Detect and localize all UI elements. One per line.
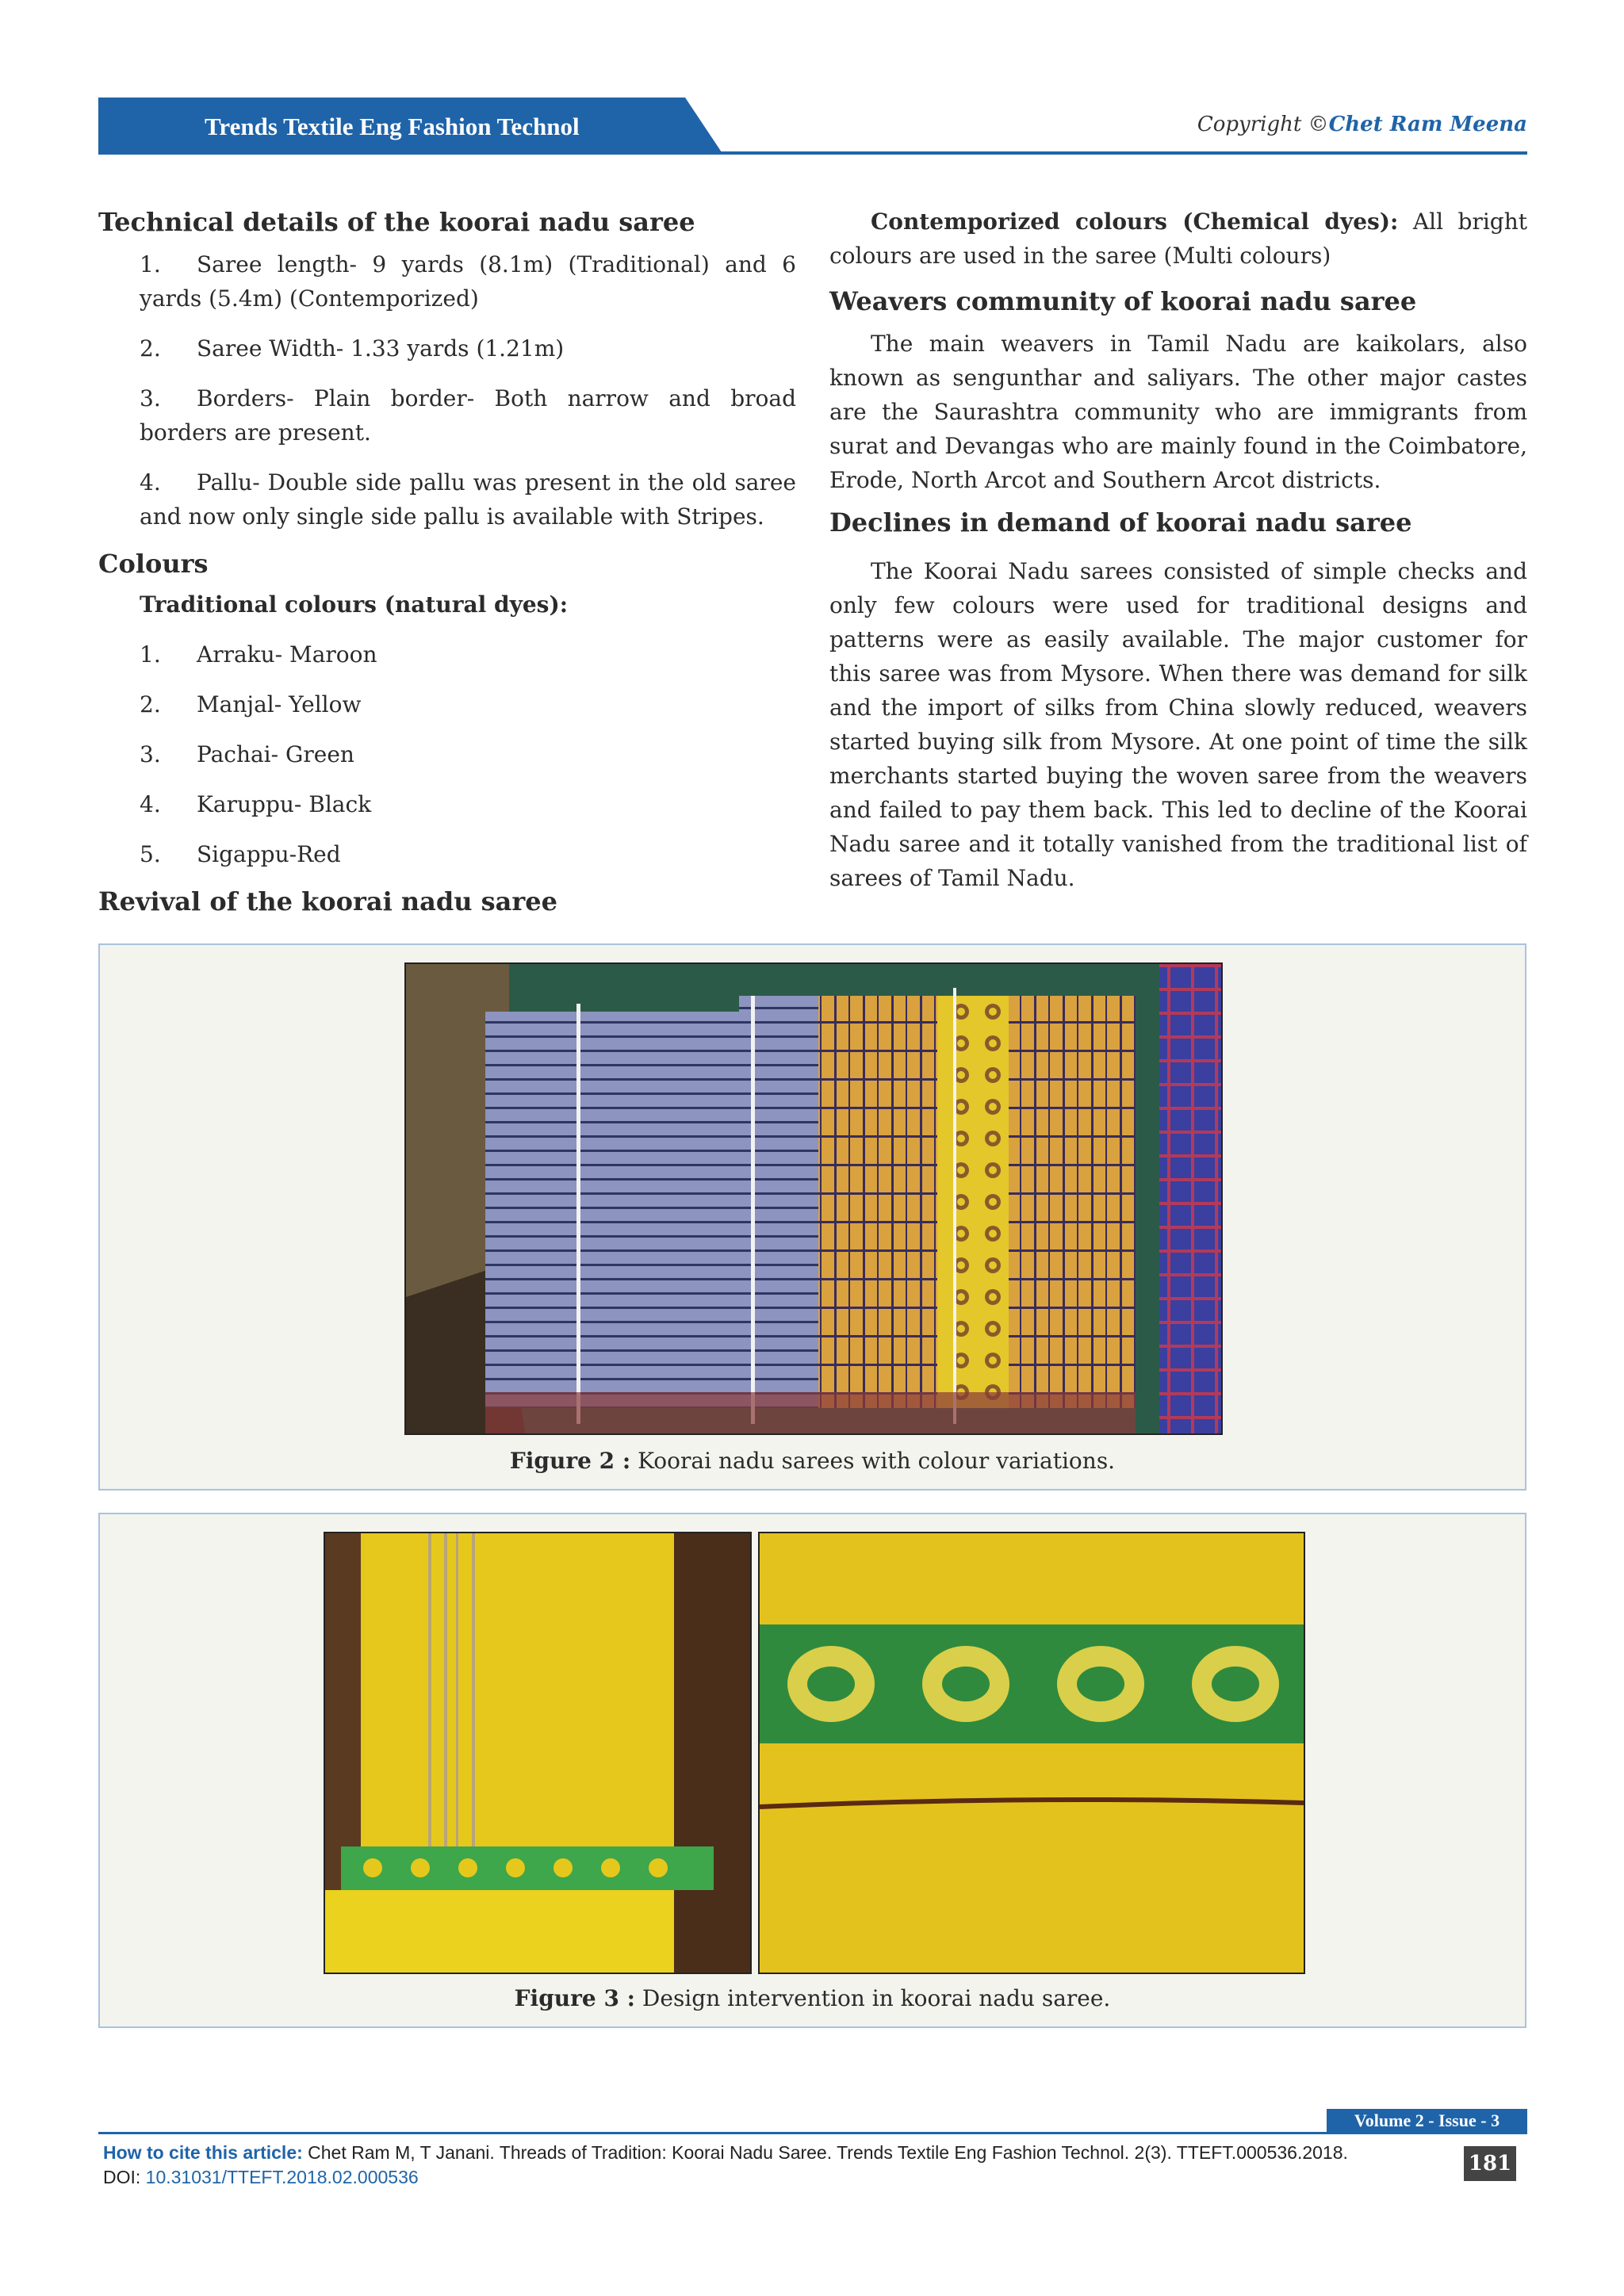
saree-stack-image (406, 964, 1221, 1433)
figure-3-photo-left (324, 1532, 752, 1974)
figure-2 (98, 943, 1526, 1490)
declines-paragraph: The Koorai Nadu sarees consisted of simple checks and only few colours were used for traditional designs and patterns were as easily available. The major customer for this saree was from Mysore. When there was demand for silk and the import of silks from China slowly reduced, weavers started buying silk from Mysore. At one point of time the silk merchants started buying the woven saree from the weavers and failed to pay them back. This led to decline of the Koorai Nadu saree and it totally vanished from the traditional list of sarees of Tamil Nadu. (829, 558, 1527, 891)
citation-text: Chet Ram M, T Janani. Threads of Tradition: Koorai Nadu Saree. Trends Textile Eng Fashion Technol. 2(3). TTEFT.000536.2018. (308, 2142, 1348, 2163)
traditional-colours-label: Traditional colours (natural dyes): (140, 591, 569, 618)
colours-heading: Colours (98, 549, 209, 579)
journal-title: Trends Textile Eng Fashion Technol (205, 113, 580, 140)
revival-heading: Revival of the koorai nadu saree (98, 886, 557, 916)
declines-heading: Declines in demand of koorai nadu saree (829, 507, 1412, 538)
figure-2-caption (100, 1448, 1525, 1474)
tech-heading: Technical details of the koorai nadu saree (98, 207, 695, 237)
colour-item-text: Arraku- Maroon (197, 641, 377, 668)
colour-item-2 (98, 687, 796, 721)
colour-item-4 (98, 787, 796, 821)
citation (103, 2141, 1451, 2190)
colour-item-text: Karuppu- Black (197, 791, 372, 817)
volume-badge: Volume 2 - Issue - 3 (1327, 2109, 1527, 2133)
citation-label: How to cite this article: (103, 2142, 303, 2163)
saree-pallu-image (325, 1533, 750, 1973)
tech-item-1 (98, 247, 796, 316)
colour-item-num: 3. (140, 741, 161, 767)
tech-item-text: Saree length- 9 yards (8.1m) (Traditional) and 6 yards (5.4m) (Contemporized) (140, 251, 796, 312)
doi-link[interactable]: 10.31031/TTEFT.2018.02.000536 (145, 2167, 419, 2187)
tech-item-num: 3. (140, 385, 161, 411)
tech-item-num: 2. (140, 335, 161, 362)
colour-item-text: Pachai- Green (197, 741, 354, 767)
contemporized-paragraph (829, 205, 1527, 273)
footer-rule (98, 2132, 1527, 2134)
tech-item-num: 4. (140, 469, 161, 496)
copyright-author: Chet Ram Meena (1328, 113, 1527, 136)
tech-item-4 (98, 465, 796, 534)
page-number: 181 (1464, 2146, 1516, 2181)
colour-item-text: Manjal- Yellow (197, 691, 362, 718)
colour-item-1 (98, 637, 796, 672)
copyright (1197, 113, 1527, 136)
tech-item-num: 1. (140, 251, 161, 277)
figure-2-text: Koorai nadu sarees with colour variations. (638, 1448, 1116, 1474)
tech-item-text: Borders- Plain border- Both narrow and broad borders are present. (140, 385, 796, 446)
colour-item-text: Sigappu-Red (197, 841, 341, 867)
figure-3-text: Design intervention in koorai nadu saree. (642, 1985, 1111, 2011)
figure-2-photo (404, 962, 1223, 1435)
header-rule (670, 151, 1527, 155)
figure-3-photo-right (758, 1532, 1305, 1974)
tech-item-2 (98, 331, 796, 365)
figure-3-caption (100, 1985, 1525, 2011)
weavers-heading: Weavers community of koorai nadu saree (829, 286, 1417, 316)
right-column (829, 205, 1527, 895)
tech-item-text: Saree Width- 1.33 yards (1.21m) (197, 335, 565, 362)
colour-item-5 (98, 837, 796, 871)
doi-label: DOI: (103, 2167, 141, 2187)
colour-item-num: 5. (140, 841, 161, 867)
figure-2-label: Figure 2 : (509, 1448, 631, 1474)
tech-item-3 (98, 381, 796, 450)
contemporized-label: Contemporized colours (Chemical dyes): (871, 209, 1399, 235)
left-column (98, 205, 796, 919)
weavers-paragraph: The main weavers in Tamil Nadu are kaikolars, also known as sengunthar and saliyars. The other major castes are the Saurashtra community who are immigrants from surat and Devangas who are mainly found in the Coimbatore, Erode, North Arcot and Southern Arcot districts. (829, 331, 1527, 493)
colour-item-3 (98, 737, 796, 771)
saree-border-image (760, 1533, 1304, 1973)
tech-item-text: Pallu- Double side pallu was present in the old saree and now only single side pallu is available with Stripes. (140, 469, 796, 530)
contemporized-text: All bright colours are used in the saree (Multi colours) (829, 209, 1527, 269)
figure-3 (98, 1513, 1526, 2028)
colour-item-num: 4. (140, 791, 161, 817)
colour-item-num: 2. (140, 691, 161, 718)
copyright-prefix: Copyright © (1197, 113, 1329, 136)
colour-item-num: 1. (140, 641, 161, 668)
figure-3-label: Figure 3 : (514, 1985, 636, 2011)
